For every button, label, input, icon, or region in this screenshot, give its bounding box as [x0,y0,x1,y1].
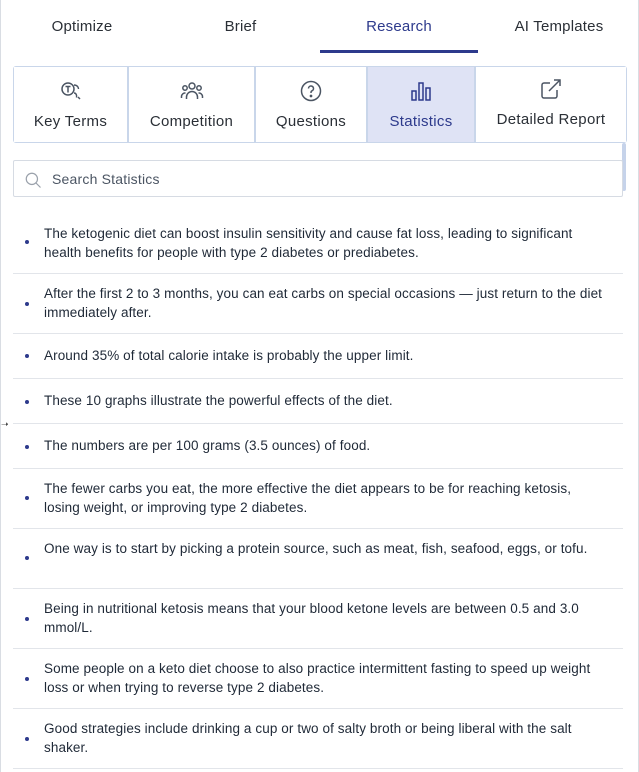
external-link-icon [539,77,563,101]
search-icon [24,171,42,189]
tool-label: Questions [275,113,347,130]
tool-questions[interactable] [256,67,368,142]
statistic-text: After the first 2 to 3 months, you can eat carbs on special occasions — just return to the diet immediately after. [44,286,603,320]
tab-optimize[interactable] [1,0,163,53]
bullet-icon [25,240,29,244]
bullet-icon [25,445,29,449]
tab-ai-templates[interactable] [478,0,639,53]
tool-label: Detailed Report [496,111,606,128]
bullet-icon [25,617,29,621]
statistic-text: Around 35% of total calorie intake is probably the upper limit. [44,348,414,363]
bullet-icon [25,302,29,306]
list-item [13,529,623,589]
question-icon [299,79,323,103]
bullet-icon [25,737,29,741]
tab-label: AI Templates [514,18,604,35]
tool-detailed-report[interactable] [476,67,626,142]
statistic-text: Good strategies include drinking a cup or two of salty broth or being liberal with the salt shaker. [44,721,572,755]
list-item [13,649,623,709]
active-tab-indicator [320,50,478,53]
tab-label: Optimize [51,18,113,35]
tab-label: Brief [224,18,257,35]
list-item [13,424,623,469]
bullet-icon [25,400,29,404]
search-box [13,160,623,197]
users-icon [180,79,204,103]
bullet-icon [25,556,29,560]
statistic-text: The ketogenic diet can boost insulin sensitivity and cause fat loss, leading to significant health benefits for people with type 2 diabetes or prediabetes. [44,226,573,260]
tool-statistics[interactable] [368,67,476,142]
bullet-icon [25,496,29,500]
list-item [13,709,623,769]
statistic-text: Some people on a keto diet choose to also practice intermittent fasting to speed up weight loss or when trying to reverse type 2 diabetes. [44,661,591,695]
list-item [13,334,623,379]
resize-handle-icon[interactable]: ➝ [1,419,9,429]
bar-chart-icon [409,79,433,103]
search-input[interactable] [52,165,612,193]
key-terms-icon [59,79,83,103]
tool-label: Competition [149,113,234,130]
list-item [13,379,623,424]
bullet-icon [25,354,29,358]
tool-competition[interactable] [129,67,256,142]
list-item [13,589,623,649]
list-item [13,469,623,529]
tool-key-terms[interactable] [14,67,129,142]
tool-label: Key Terms [33,113,108,130]
statistic-text: One way is to start by picking a protein source, such as meat, fish, seafood, eggs, or tofu. [44,541,588,556]
tab-brief[interactable] [163,0,318,53]
statistics-list [13,214,623,769]
bullet-icon [25,677,29,681]
statistic-text: These 10 graphs illustrate the powerful effects of the diet. [44,393,393,408]
statistic-text: Being in nutritional ketosis means that your blood ketone levels are between 0.5 and 3.0 mmol/L. [44,601,579,635]
list-item [13,214,623,274]
top-tab-bar [1,0,639,53]
tool-label: Statistics [389,113,453,130]
research-tool-tabs [13,66,627,143]
statistic-text: The numbers are per 100 grams (3.5 ounces) of food. [44,438,371,453]
statistic-text: The fewer carbs you eat, the more effective the diet appears to be for reaching ketosis, losing weight, or improving type 2 diabetes. [44,481,572,515]
tab-research[interactable] [320,0,478,53]
list-item [13,274,623,334]
tab-label: Research [366,18,432,35]
